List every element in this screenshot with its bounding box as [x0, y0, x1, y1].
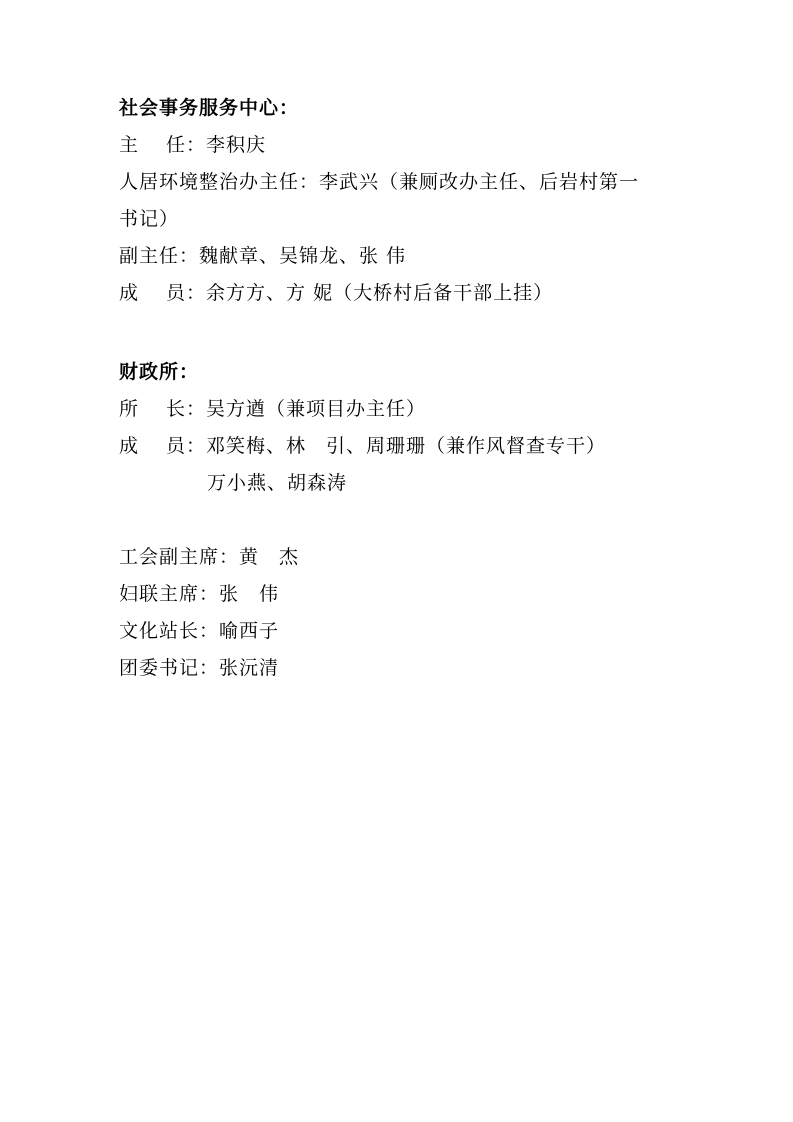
head-line: 所 长：吴方遒（兼项目办主任） — [119, 398, 427, 420]
environment-office-director-line-continued: 书记） — [119, 208, 180, 230]
union-vice-chair-line: 工会副主席：黄 杰 — [119, 546, 300, 568]
members-line: 成 员：邓笑梅、林 引、周珊珊（兼作风督查专干） — [119, 435, 607, 457]
youth-league-secretary-line: 团委书记：张沅清 — [119, 657, 280, 679]
finance-section — [119, 354, 719, 502]
section-heading: 社会事务服务中心： — [119, 97, 300, 119]
members-line-continued: 万小燕、胡森涛 — [207, 472, 348, 494]
social-affairs-section — [119, 90, 719, 312]
women-federation-chair-line: 妇联主席：张 伟 — [119, 583, 280, 605]
culture-station-head-line: 文化站长：喻西子 — [119, 620, 280, 642]
members-line: 成 员：余方方、方 妮（大桥村后备干部上挂） — [119, 282, 554, 304]
director-line: 主 任：李积庆 — [119, 134, 267, 156]
deputy-director-line: 副主任：魏献章、吴锦龙、张 伟 — [119, 245, 407, 267]
environment-office-director-line: 人居环境整治办主任：李武兴（兼厕改办主任、后岩村第一 — [119, 171, 640, 193]
section-heading: 财政所： — [119, 361, 200, 383]
other-positions-section — [119, 539, 719, 687]
